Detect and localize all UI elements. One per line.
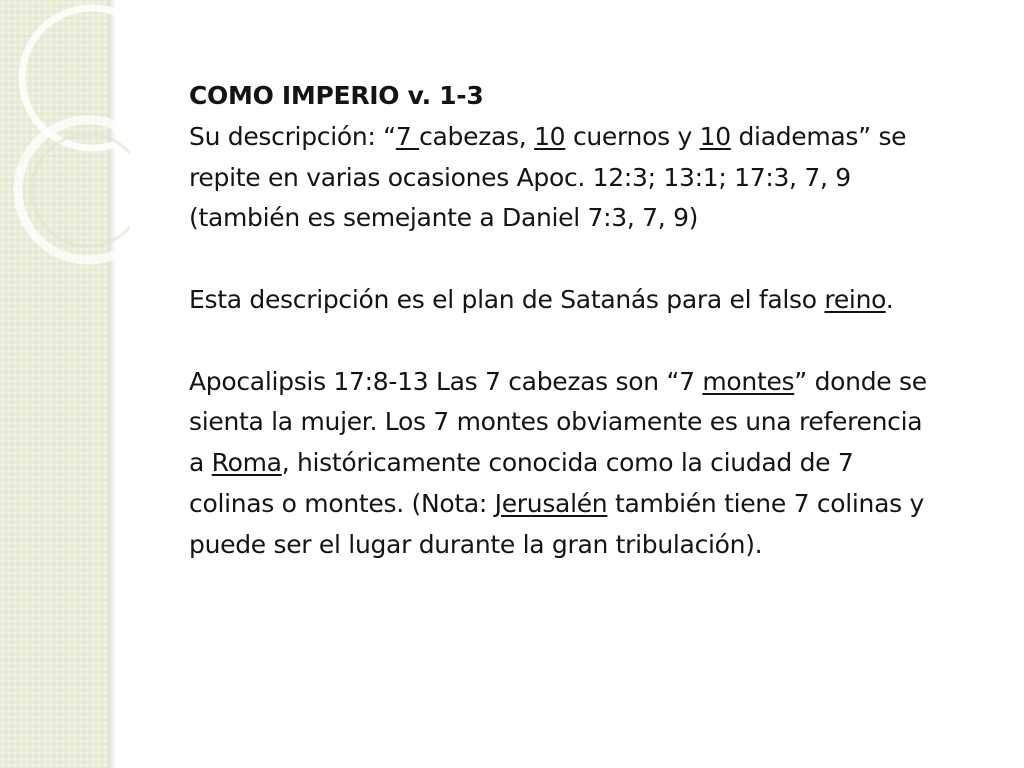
underlined-text: 10 — [699, 121, 731, 151]
text-run: Apocalipsis 17:8-13 Las 7 cabezas son “7 — [189, 366, 703, 396]
text-run: . — [885, 284, 894, 314]
underlined-text: reino — [824, 284, 886, 314]
paragraph-description — [189, 117, 929, 239]
paragraph-spacer — [189, 239, 929, 280]
slide-heading: COMO IMPERIO v. 1-3 — [189, 81, 484, 110]
underlined-text: Roma — [211, 448, 282, 478]
text-run: cabezas, — [419, 121, 535, 151]
text-run: Su descripción: “ — [189, 121, 396, 151]
paragraph-satan-plan — [189, 280, 929, 321]
text-run: cuernos y — [565, 121, 700, 151]
decorative-rings — [0, 0, 130, 330]
text-run: Esta descripción es el plan de Satanás para el falso — [189, 284, 825, 314]
lower-ring-inner — [32, 134, 130, 246]
slide-text-body — [189, 76, 929, 566]
text-run: también tiene 7 colinas y puede ser el lugar durante la gran tribulación). — [189, 488, 924, 559]
text-run: ” donde se sienta la mujer. Los 7 montes obviamente es una referencia a — [189, 366, 927, 478]
text-run: diademas” se repite en varias ocasiones Apoc. 12:3; 13:1; 17:3, 7, 9 (también es semejante a Daniel 7:3, 7, 9) — [189, 121, 907, 233]
paragraph-spacer — [189, 321, 929, 362]
underlined-text: Jerusalén — [494, 488, 608, 518]
underlined-text: 10 — [534, 121, 566, 151]
text-run: , históricamente conocida como la ciudad de 7 colinas o montes. (Nota: — [189, 448, 854, 518]
underlined-text: montes — [702, 366, 795, 396]
underlined-text: 7 — [395, 121, 420, 151]
paragraph-seven-hills — [189, 362, 929, 566]
